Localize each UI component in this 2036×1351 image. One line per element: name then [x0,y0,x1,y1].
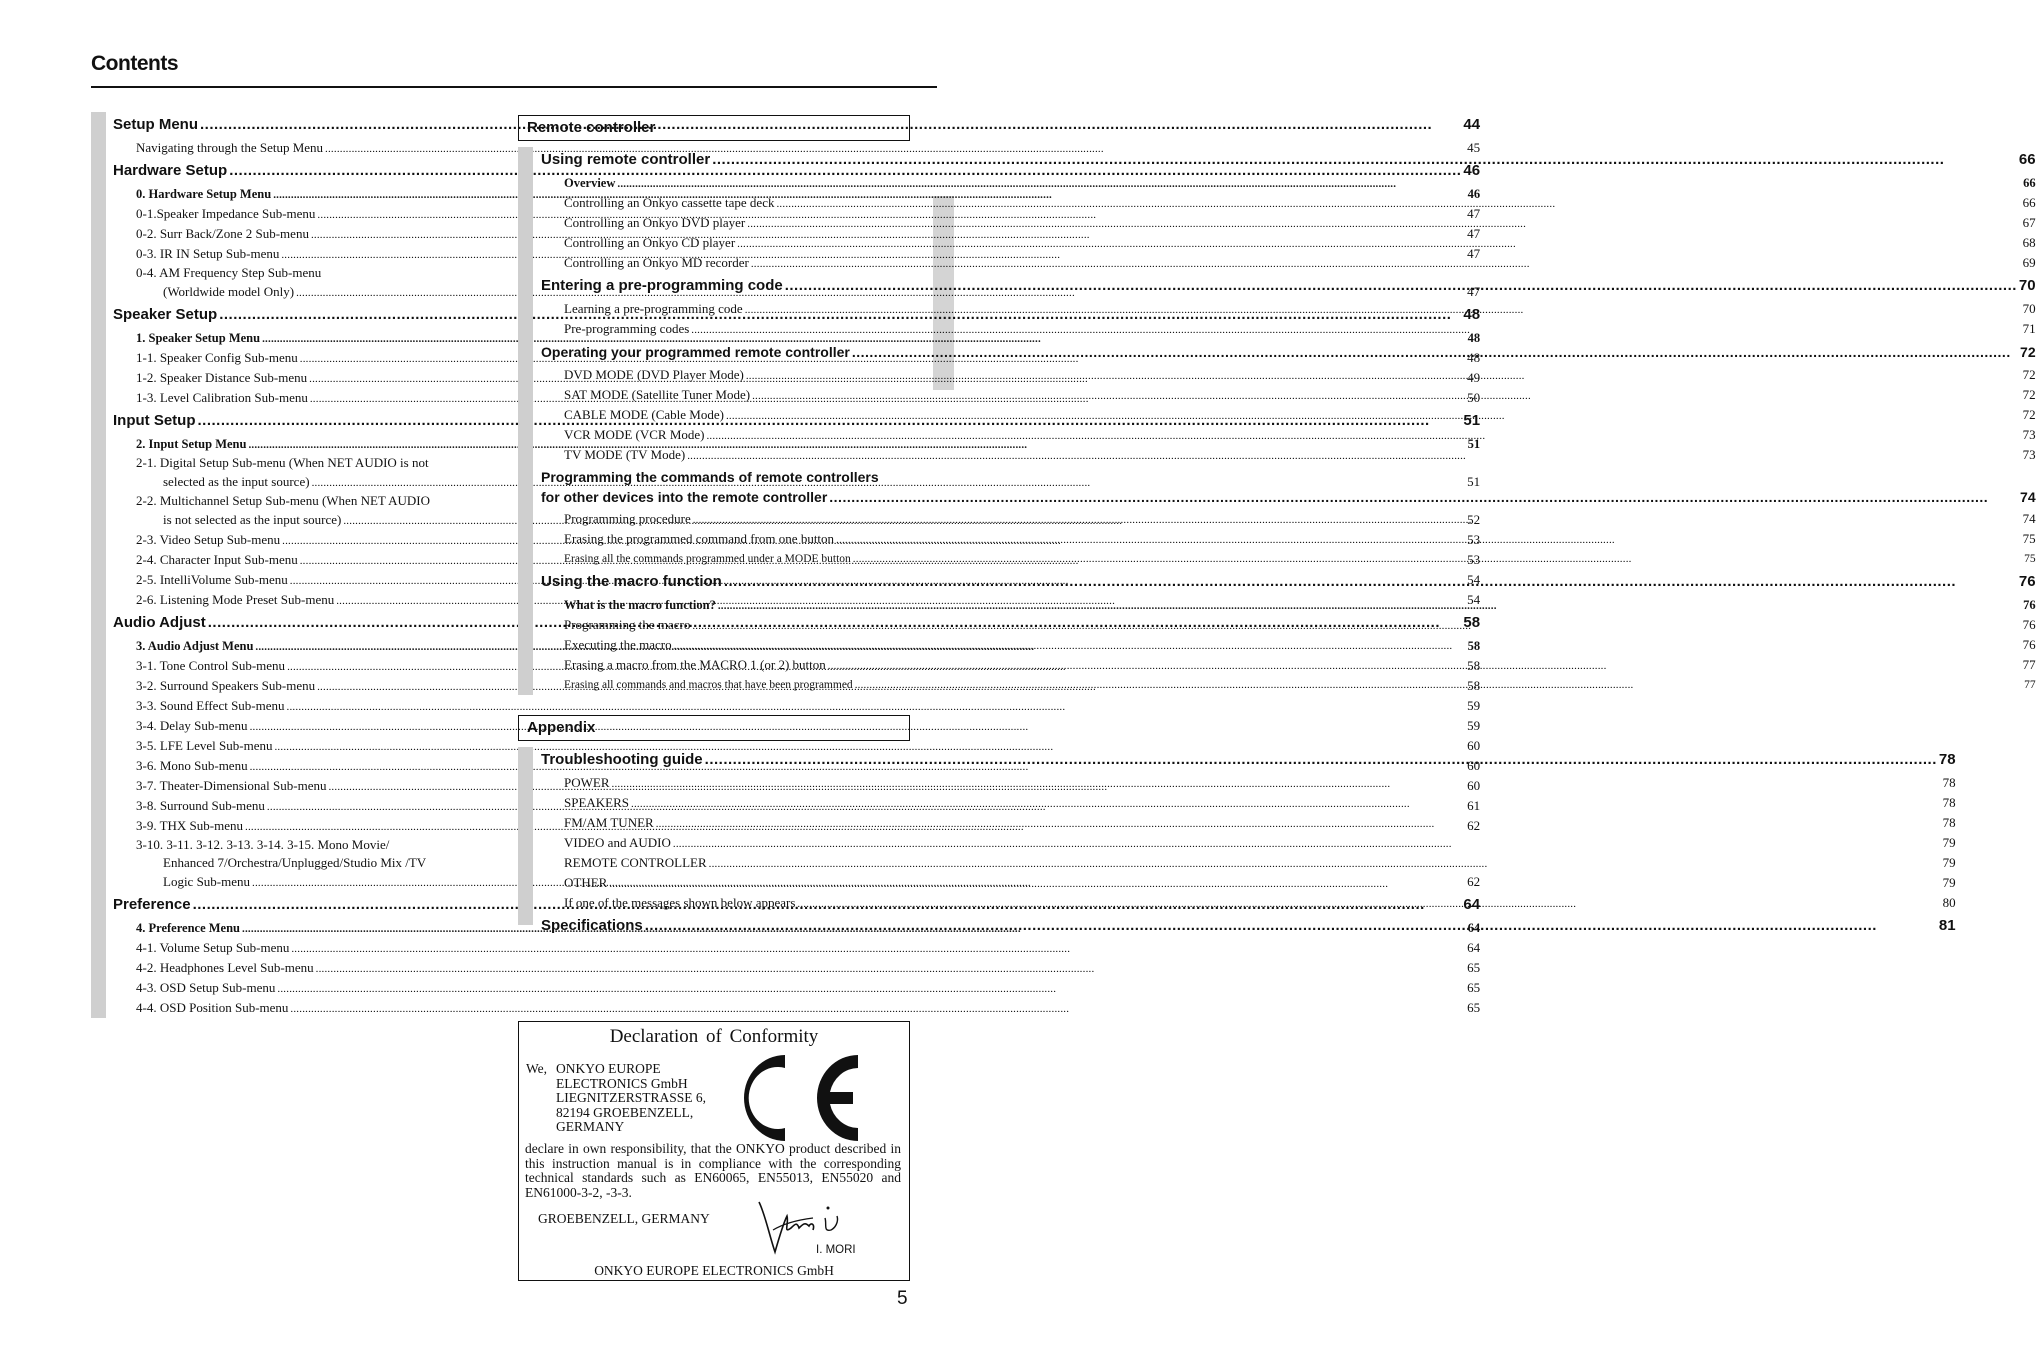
toc-entry [113,978,1480,998]
toc-entry-page: 54 [1467,572,1481,587]
dot-leader [752,385,2021,406]
toc-entry-text: 0-3. IR IN Setup Sub-menu [136,246,280,261]
dot-leader [718,595,2021,616]
toc-heading-page: 66 [2018,151,2036,168]
toc-entry-page: 71 [2022,321,2036,336]
dot-leader [855,675,2022,695]
toc-heading-page: 74 [2020,489,2036,505]
dot-leader [691,319,2020,340]
toc-entry-text: 0-2. Surr Back/Zone 2 Sub-menu [136,226,309,241]
toc-entry-page: 75 [2022,531,2036,546]
toc-entry-text: 1-1. Speaker Config Sub-menu [136,350,298,365]
toc-heading-page: 48 [1463,306,1481,323]
address-line: LIEGNITZERSTRASSE 6, [556,1090,706,1106]
address-line: ONKYO EUROPE [556,1061,661,1076]
toc-heading [541,913,1956,939]
toc-entry-page: 51 [1467,437,1481,451]
toc-entry-page: 69 [2022,255,2036,270]
toc-entry [541,853,1956,873]
dot-leader [776,193,2020,214]
toc-entry-text: 3-1. Tone Control Sub-menu [136,658,286,673]
dot-leader [693,509,2021,530]
toc-heading-text: Setup Menu [113,116,198,133]
toc-entry-text: 3-5. LFE Level Sub-menu [136,738,273,753]
toc-entry [541,173,2036,193]
dot-leader [277,978,1465,999]
toc-entry-page: 54 [1467,592,1481,607]
toc-entry-text: 4-3. OSD Setup Sub-menu [136,980,276,995]
toc-entry [541,873,1956,893]
toc-entry-text: Controlling an Onkyo CD player [564,235,736,250]
toc-entry-text: selected as the input source) [163,474,310,489]
dot-leader [828,655,2021,676]
toc-entry-page: 72 [2022,387,2036,402]
dot-leader [853,549,2022,569]
title-rule [91,86,937,88]
address-line: ELECTRONICS GmbH [556,1075,688,1091]
page-title: Contents [91,52,178,75]
toc-heading [541,569,2036,595]
toc-entry-text: 2-5. IntelliVolume Sub-menu [136,572,288,587]
toc-entry-page: 73 [2022,447,2036,462]
dot-leader [617,173,2021,194]
toc-entry-text: 4-1. Volume Setup Sub-menu [136,940,290,955]
toc-heading [541,747,1956,773]
toc-entry-text: 1-2. Speaker Distance Sub-menu [136,370,308,385]
dot-leader [705,747,1937,773]
toc-heading-page: 70 [2018,277,2036,294]
toc-heading-text: Entering a pre-programming code [541,277,783,294]
toc-heading-page: 72 [2020,344,2036,360]
toc-heading-page: 46 [1463,162,1481,179]
toc-heading [541,273,2036,299]
toc-entry-line: Enhanced 7/Orchestra/Unplugged/Studio Mix /TV [163,855,427,870]
toc-entry-page: 78 [1942,815,1956,830]
dot-leader [737,233,2020,254]
dot-leader [712,147,2017,173]
toc-entry-page: 67 [2022,215,2036,230]
toc-heading-page: 44 [1463,116,1481,133]
toc-entry-text: What is the macro function? [564,598,716,612]
toc-entry-text: 3-3. Sound Effect Sub-menu [136,698,285,713]
toc-entry-line: 2-1. Digital Setup Sub-menu (When NET AUDIO is not [136,455,429,470]
dot-leader [316,958,1465,979]
toc-heading-page: 76 [2018,573,2036,590]
toc-entry-page: 72 [2022,407,2036,422]
toc-entry-text: Overview [564,176,616,190]
toc-entry-page: 60 [1467,778,1481,793]
toc-heading-text: Using the macro function [541,573,722,590]
toc-entry-page: 76 [2022,617,2036,632]
dot-leader [852,339,2018,365]
dot-leader [673,833,1941,854]
toc-entry-page: 60 [1467,738,1481,753]
toc-entry [541,793,1956,813]
toc-entry-page: 59 [1467,718,1481,733]
declaration-we: We, [526,1061,548,1076]
toc-entry [541,833,1956,853]
ce-mark-logo [741,1052,867,1142]
toc-entry-page: 50 [1467,390,1481,405]
toc-entry-text: 0. Hardware Setup Menu [136,187,272,201]
toc-entry-page: 48 [1467,331,1481,345]
toc-entry-page: 79 [1942,855,1956,870]
toc-entry-text: Navigating through the Setup Menu [136,140,324,155]
address-line: GERMANY [556,1119,625,1135]
toc-entry-page: 47 [1467,284,1481,299]
toc-entry-page: 47 [1467,206,1481,221]
toc-entry [541,615,2036,635]
toc-heading [541,487,2036,509]
toc-entry-text: If one of the messages shown below appears [564,895,796,910]
dot-leader [291,938,1465,959]
toc-entry-line: 0-4. AM Frequency Step Sub-menu [136,265,322,280]
toc-entry-page: 58 [1467,658,1481,673]
toc-entry-page: 62 [1467,818,1481,833]
dot-leader [612,773,1941,794]
dot-leader [797,893,1940,914]
toc-entry [541,655,2036,675]
dot-leader [609,873,1940,894]
toc-heading-line: Programming the commands of remote controllers [541,469,879,485]
dot-leader [751,253,2021,274]
toc-entry-text: 3-6. Mono Sub-menu [136,758,248,773]
toc-entry-text: CABLE MODE (Cable Mode) [564,407,724,422]
toc-entry-text: 2. Input Setup Menu [136,437,247,451]
toc-entry-page: 51 [1467,474,1481,489]
dot-leader [746,365,2021,386]
toc-entry-page: 62 [1467,874,1481,889]
toc-entry [113,958,1480,978]
toc-entry-page: 53 [1467,552,1481,567]
toc-entry-page: 68 [2022,235,2036,250]
dot-leader [829,487,2018,507]
toc-entry [541,773,1956,793]
toc-entry-page: 79 [1942,875,1956,890]
dot-leader [290,998,1465,1019]
toc-entry-text: 4. Preference Menu [136,921,241,935]
toc-entry [541,893,1956,913]
toc-entry-text: OTHER [564,875,608,890]
toc-entry-page: 75 [2024,553,2036,565]
toc-entry [541,253,2036,273]
toc-entry-text: Pre-programming codes [564,321,690,336]
toc-entry-page: 66 [2023,176,2036,190]
dot-leader [645,913,1937,939]
toc-heading-text: Audio Adjust [113,614,206,631]
toc-entry-text: Programming procedure [564,511,691,526]
declaration-company: ONKYO EUROPE ELECTRONICS GmbH [594,1263,834,1278]
toc-entry-text: 3-2. Surround Speakers Sub-menu [136,678,316,693]
toc-entry [541,365,2036,385]
toc-entry-page: 61 [1467,798,1481,813]
declaration-address [556,1062,706,1135]
toc-heading-text: Input Setup [113,412,196,429]
toc-entry-page: 47 [1467,226,1481,241]
dot-leader [747,213,2020,234]
toc-entry-page: 58 [1467,639,1481,653]
toc-entry-page: 64 [1467,940,1481,955]
page-number: 5 [897,1288,908,1309]
toc-entry-text: Erasing all commands and macros that have been programmed [564,679,853,691]
toc-entry-text: Erasing the programmed command from one button [564,531,835,546]
toc-entry-page: 66 [2022,195,2036,210]
dot-leader [656,813,1941,834]
toc-entry-page: 78 [1942,775,1956,790]
toc-entry-page: 53 [1467,532,1481,547]
toc-heading-page: 51 [1463,412,1481,429]
toc-entry-page: 78 [1942,795,1956,810]
toc-entry-text: Erasing all the commands programmed under a MODE button [564,553,851,565]
toc-heading-text: Operating your programmed remote controller [541,344,850,360]
toc-entry-page: 76 [2022,637,2036,652]
toc-entry-text: DVD MODE (DVD Player Mode) [564,367,744,382]
dot-leader [706,425,2020,446]
toc-entry-text: Executing the macro [564,637,672,652]
toc-entry-page: 74 [2022,511,2036,526]
toc-entry-text: 4-4. OSD Position Sub-menu [136,1000,289,1015]
appendix-header: Appendix [518,715,910,741]
toc-heading-page: 58 [1463,614,1481,631]
toc-entry [113,998,1480,1018]
toc-entry-text: SPEAKERS [564,795,630,810]
toc-entry-page: 58 [1467,678,1481,693]
toc-entry-text: 1-3. Level Calibration Sub-menu [136,390,308,405]
toc-entry-text: REMOTE CONTROLLER [564,855,707,870]
toc-entry-page: 49 [1467,370,1481,385]
toc-entry-page: 64 [1467,921,1481,935]
toc-entry-text: 2-3. Video Setup Sub-menu [136,532,281,547]
toc-entry-text: Erasing a macro from the MACRO 1 (or 2) button [564,657,826,672]
toc-entry-text: 4-2. Headphones Level Sub-menu [136,960,314,975]
dot-leader [687,445,2020,466]
toc-entry-page: 59 [1467,698,1481,713]
toc-entry-text: 3-9. THX Sub-menu [136,818,244,833]
remote-body [541,147,2036,695]
toc-entry [541,385,2036,405]
toc-entry [541,425,2036,445]
toc-entry-text: 3-7. Theater-Dimensional Sub-menu [136,778,327,793]
toc-entry [541,509,2036,529]
declaration-title: Declaration of Conformity [609,1026,819,1047]
toc-entry-text: 0-1.Speaker Impedance Sub-menu [136,206,316,221]
remote-controller-header: Remote controller [518,115,910,141]
toc-entry [113,938,1480,958]
toc-entry-page: 77 [2024,679,2036,691]
toc-entry [541,445,2036,465]
toc-heading [541,147,2036,173]
toc-entry-page: 65 [1467,980,1481,995]
toc-entry [541,635,2036,655]
toc-entry-text: SAT MODE (Satellite Tuner Mode) [564,387,751,402]
dot-leader [709,853,1941,874]
toc-heading-text: Preference [113,896,191,913]
toc-heading-text: Using remote controller [541,151,711,168]
toc-heading-page: 81 [1938,917,1956,934]
toc-entry-text: VIDEO and AUDIO [564,835,671,850]
appendix-body [541,747,1956,939]
address-line: 82194 GROEBENZELL, [556,1104,694,1120]
toc-entry-page: 76 [2023,598,2036,612]
toc-heading-page: 78 [1938,751,1956,768]
toc-entry-page: 65 [1467,960,1481,975]
toc-entry [541,405,2036,425]
toc-entry-text: 3-8. Surround Sub-menu [136,798,265,813]
dot-leader [674,635,2021,656]
dot-leader [692,615,2020,636]
toc-entry [541,813,1956,833]
toc-entry-text: POWER [564,775,610,790]
declaration-signer: I. MORI [816,1244,856,1256]
toc-entry-page: 72 [2022,367,2036,382]
toc-entry-text: Learning a pre-programming code [564,301,743,316]
section-bar [518,147,533,695]
toc-heading-text: Troubleshooting guide [541,751,703,768]
dot-leader [745,299,2021,320]
toc-entry-text: TV MODE (TV Mode) [564,447,686,462]
dot-leader [785,273,2017,299]
toc-entry-page: 70 [2022,301,2036,316]
dot-leader [631,793,1941,814]
toc-entry [541,675,2036,695]
toc-entry-text: Programming the macro [564,617,691,632]
toc-entry-page: 48 [1467,350,1481,365]
toc-entry-text: VCR MODE (VCR Mode) [564,427,705,442]
toc-entry-page: 79 [1942,835,1956,850]
toc-entry-page: 45 [1467,140,1481,155]
toc-entry [541,529,2036,549]
toc-entry-text: Controlling an Onkyo DVD player [564,215,746,230]
dot-leader [724,569,2017,595]
toc-entry-text: FM/AM TUNER [564,815,654,830]
toc-entry-page: 80 [1942,895,1956,910]
toc-entry [541,213,2036,233]
toc-entry-text: (Worldwide model Only) [163,284,295,299]
dot-leader [836,529,2021,550]
toc-entry-page: 52 [1467,512,1481,527]
toc-entry-text: is not selected as the input source) [163,512,342,527]
toc-entry-text: 2-4. Character Input Sub-menu [136,552,298,567]
toc-entry [541,299,2036,319]
toc-entry-text: 3. Audio Adjust Menu [136,639,254,653]
toc-entry-page: 73 [2022,427,2036,442]
declaration-place: GROEBENZELL, GERMANY [538,1211,710,1226]
toc-entry [541,549,2036,569]
toc-heading-text: Specifications [541,917,643,934]
toc-heading [541,339,2036,365]
toc-entry-line: 2-2. Multichannel Setup Sub-menu (When NET AUDIO [136,493,431,508]
toc-entry-page: 46 [1467,187,1481,201]
toc-entry [541,595,2036,615]
toc-entry-page: 65 [1467,1000,1481,1015]
toc-entry-text: Controlling an Onkyo cassette tape deck [564,195,775,210]
toc-entry [541,233,2036,253]
toc-entry-text: Logic Sub-menu [163,874,251,889]
declaration-box [518,1021,910,1281]
toc-heading-text: Hardware Setup [113,162,228,179]
toc-entry-page: 60 [1467,758,1481,773]
toc-entry-line: 3-10. 3-11. 3-12. 3-13. 3-14. 3-15. Mono Movie/ [136,837,390,852]
toc-entry [541,319,2036,339]
declaration-text: declare in own responsibility, that the ONKYO product described in this instruction manual is in compliance with the corresponding technical standards such as EN60065, EN55013, EN55020 and EN61000-3-2, -3-3. [525,1141,901,1200]
toc-heading-text: for other devices into the remote controller [541,489,828,505]
toc-entry-text: 1. Speaker Setup Menu [136,331,261,345]
toc-entry-page: 77 [2022,657,2036,672]
section-bar [518,747,533,925]
section-bar [91,112,106,1018]
dot-leader [726,405,2021,426]
toc-entry [541,193,2036,213]
toc-heading-page: 64 [1463,896,1481,913]
toc-heading-text: Speaker Setup [113,306,218,323]
toc-entry-page: 47 [1467,246,1481,261]
toc-entry-text: 3-4. Delay Sub-menu [136,718,248,733]
toc-entry-text: 2-6. Listening Mode Preset Sub-menu [136,592,335,607]
toc-entry-text: Controlling an Onkyo MD recorder [564,255,749,270]
